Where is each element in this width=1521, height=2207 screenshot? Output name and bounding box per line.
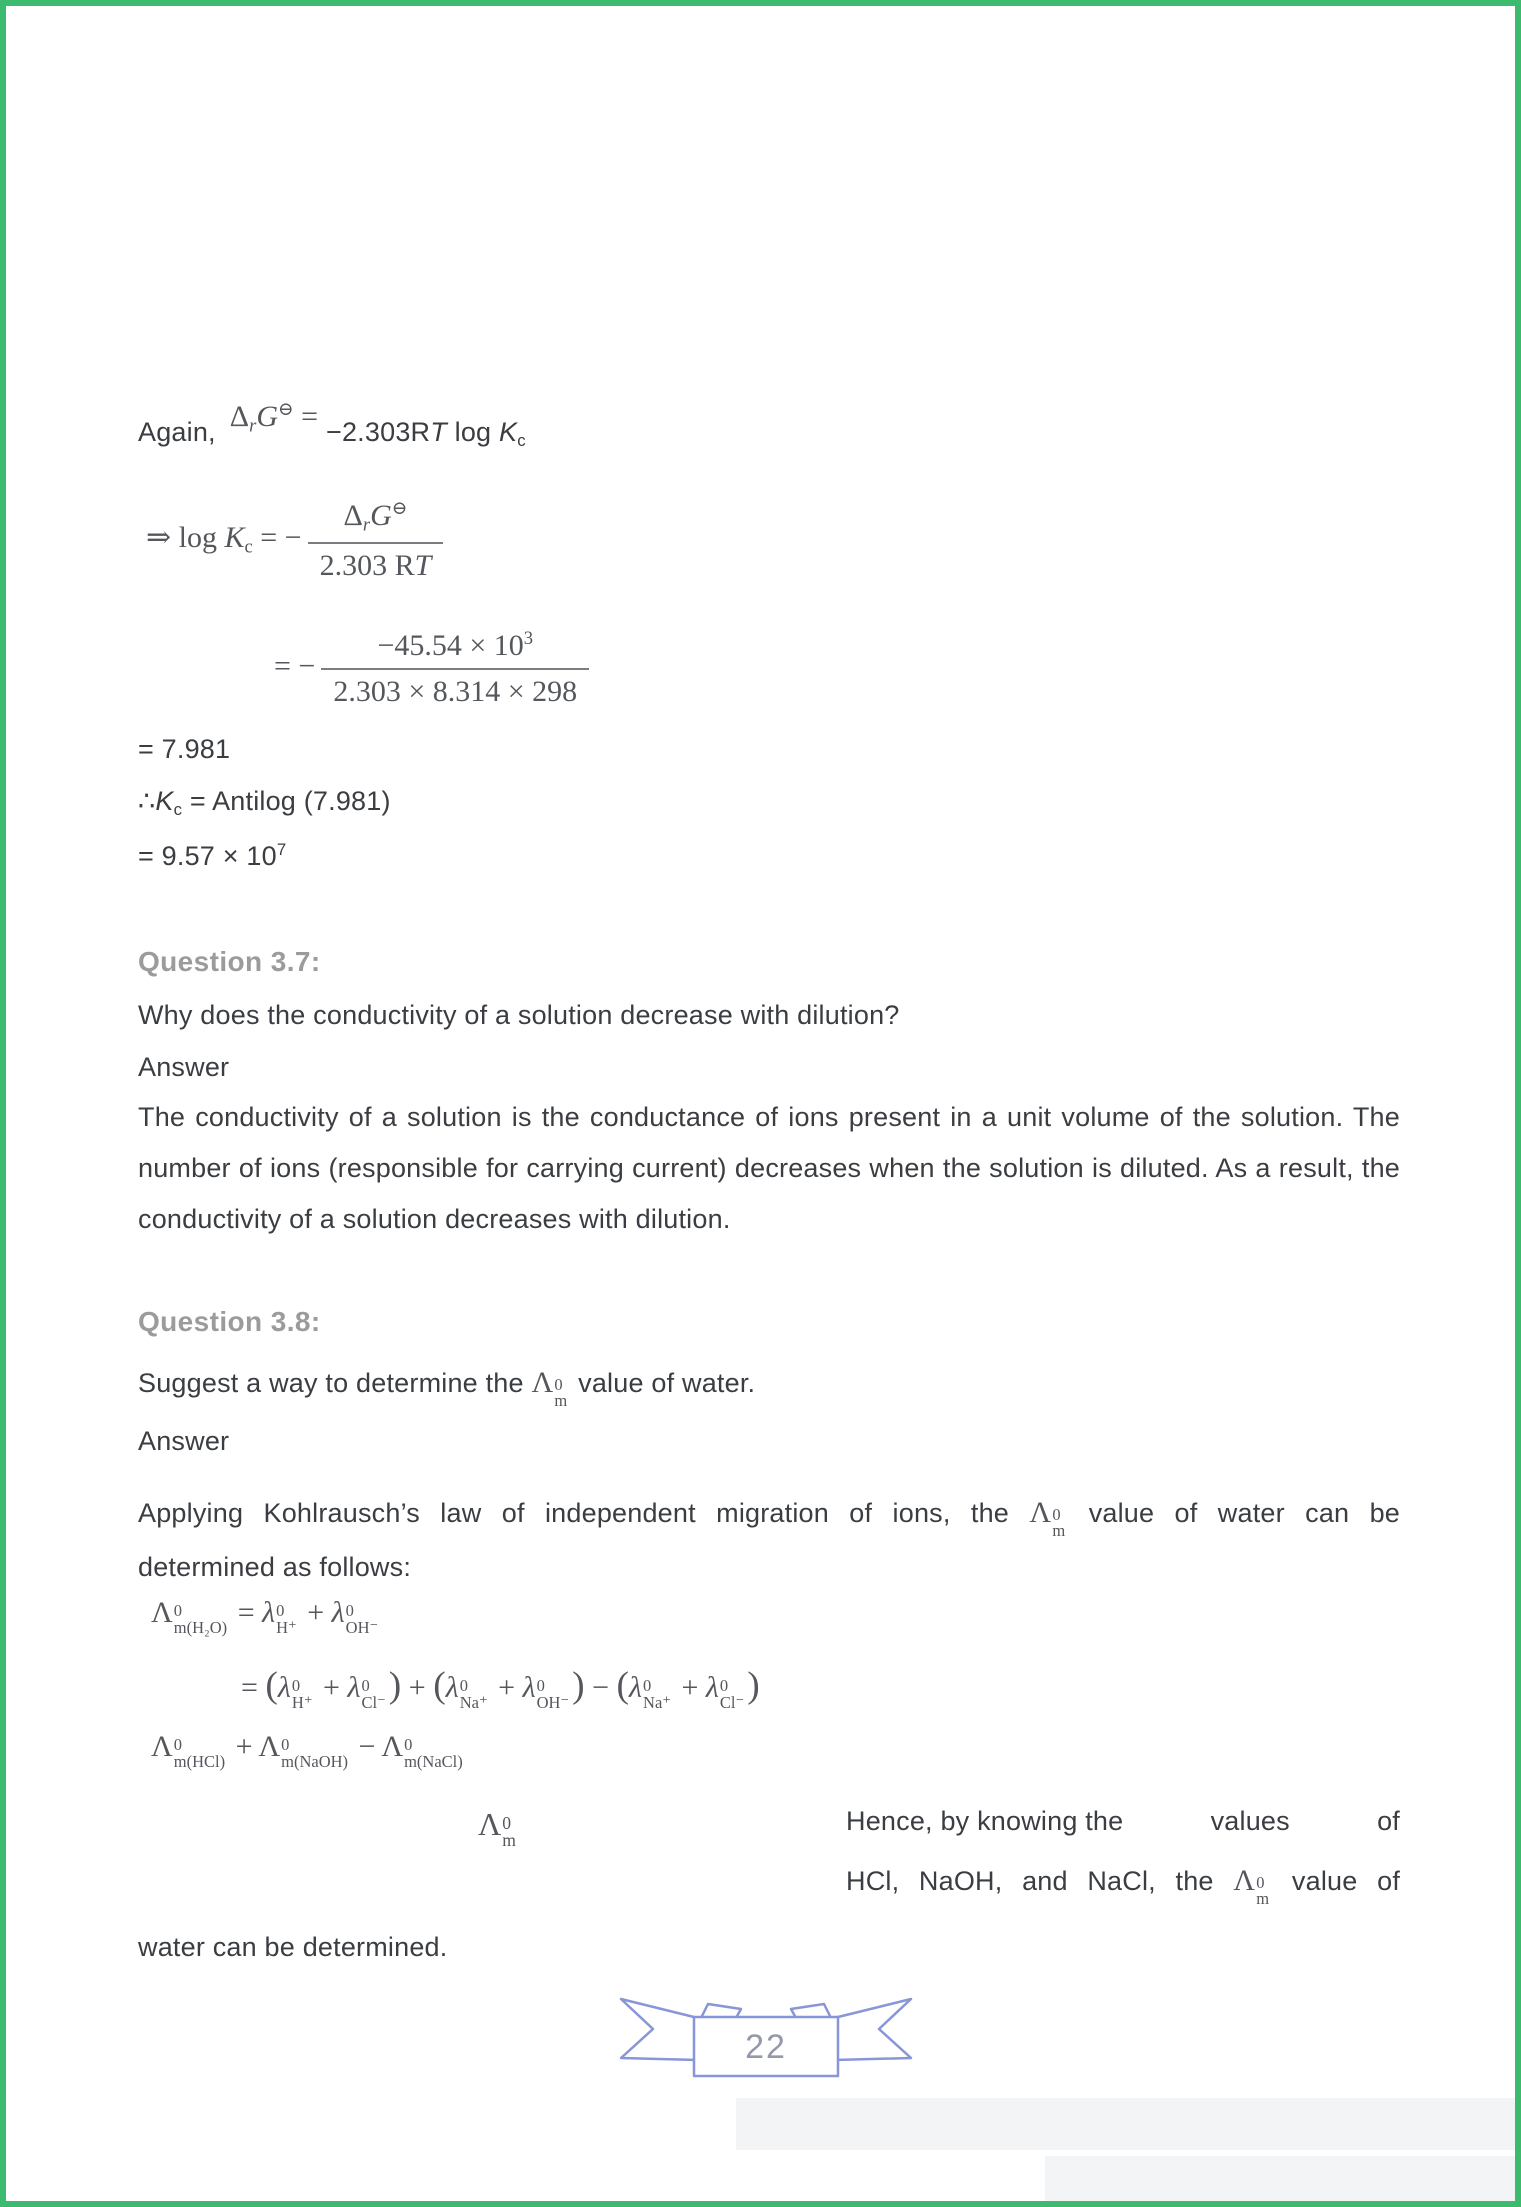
fraction-numerator: $-45.54 \times 10^3$ <box>321 628 589 670</box>
answer-label-3-8: Answer <box>138 1426 230 1456</box>
lambda-m-symbol: Λ 0 m <box>1029 1496 1066 1540</box>
hence-part-1: Hence, by knowing the <box>846 1806 1124 1836</box>
hence-line-2 <box>846 1864 1400 1907</box>
answer-3-7-paragraph: The conductivity of a solution is the conductance of ions present in a unit volume of the solution. The number of ions (responsible for carrying current) decreases when the solution is diluted. As a result, the conductivity of a solution decreases with dilution. <box>138 1102 1400 1234</box>
answer-label-3-7: Answer <box>138 1052 230 1082</box>
fraction-numerator: $\Delta_rG^⊖$ <box>308 498 444 544</box>
ribbon-left-wing <box>621 1999 698 2060</box>
page-number-ribbon <box>606 1990 926 2085</box>
log-kc-lhs: ⇒ $\log K_c$ = − <box>146 521 302 558</box>
gibbs-again-line <box>138 399 526 453</box>
watermark-block <box>1045 2156 1521 2206</box>
numeric-fraction <box>321 628 589 709</box>
kohlrausch-line-1 <box>138 1496 1400 1539</box>
fraction-denominator: 2.303 × 8.314 × 298 <box>333 675 578 709</box>
hence-line-2-before: HCl, NaOH, and NaCl, the <box>846 1866 1214 1896</box>
hence-part-3: of <box>1377 1806 1400 1836</box>
question-3-7-heading: Question 3.7: <box>138 946 321 977</box>
result-log-value: = 7.981 <box>138 734 231 764</box>
question-3-8-before: Suggest a way to determine the <box>138 1368 524 1398</box>
gibbs-fraction <box>308 498 444 583</box>
question-3-8-heading: Question 3.8: <box>138 1306 321 1337</box>
fraction-denominator: 2.303 RT <box>319 548 432 582</box>
hence-part-2: values <box>1210 1806 1290 1836</box>
page-number: 22 <box>745 2028 787 2066</box>
result-kc-value: = $9.57 \times 10^7$ <box>138 840 287 872</box>
delta-g-expression: $\Delta_rG^⊖$ = <box>229 399 318 437</box>
kohlrausch-before: Applying Kohlrausch’s law of independent migration of ions, the <box>138 1498 1010 1528</box>
equation-lambda-expanded: = (λ 0 H⁺ + λ 0 Cl⁻ ) + (λ 0 Na⁺ + λ 0 OH⁻ ) − (λ 0 Na⁺ + λ 0 Cl⁻ ) <box>241 1665 760 1712</box>
question-3-8-text <box>138 1366 755 1409</box>
hence-line-2-after: value of <box>1291 1866 1401 1896</box>
equation-lambda-water: Λ 0 m(H₂O) = λ 0 H⁺ + λ 0 OH⁻ <box>151 1596 379 1637</box>
question-3-8-after: value of water. <box>578 1368 756 1398</box>
kohlrausch-line-2: determined as follows: <box>138 1552 412 1582</box>
lambda-m-symbol: Λ 0 m <box>1233 1864 1270 1908</box>
lambda-m-symbol: Λ 0 m <box>478 1806 516 1851</box>
equation-lambda-molar: Λ 0 m(HCl) + Λ 0 m(NaOH) − Λ 0 m(NaCl) <box>151 1730 463 1771</box>
gibbs-rhs: −2.303RT $\log K_c$ <box>326 417 526 451</box>
result-antilog: $\therefore K_c$ = Antilog (7.981) <box>138 786 391 820</box>
numeric-lhs: = − <box>274 649 316 683</box>
ribbon-right-wing <box>834 1999 911 2060</box>
lambda-m-symbol: Λ 0 m <box>531 1366 568 1410</box>
hence-line-1 <box>846 1806 1400 1837</box>
question-3-7-text: Why does the conductivity of a solution decrease with dilution? <box>138 1000 900 1030</box>
closing-line: water can be determined. <box>138 1932 448 1962</box>
watermark-block <box>736 2098 1521 2150</box>
kohlrausch-after: value of water can be <box>1088 1498 1401 1528</box>
log-kc-equation <box>146 498 449 583</box>
numeric-equation <box>274 628 595 709</box>
again-label: Again, <box>138 417 216 448</box>
